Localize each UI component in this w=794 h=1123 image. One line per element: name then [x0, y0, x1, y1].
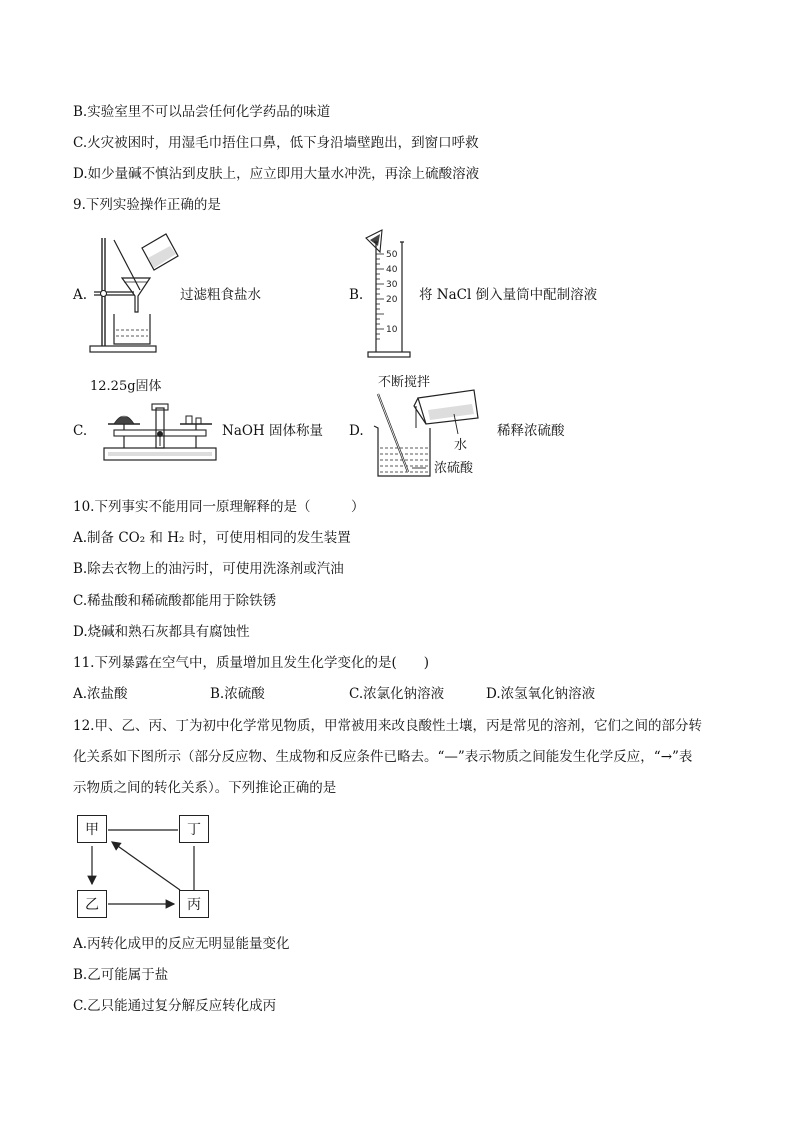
q9-option-a-label: A.: [73, 287, 88, 303]
q12-node-jia: 甲: [77, 815, 107, 843]
q10-stem: 10.下列事实不能用同一原理解释的是（ ）: [73, 499, 365, 515]
q12-stem-line-2: 化关系如下图所示（部分反应物、生成物和反应条件已略去。“—”表示物质之间能发生化学反应，“→”表: [73, 749, 693, 765]
q9-option-c-label: C.: [73, 423, 88, 439]
q12-option-a: A.丙转化成甲的反应无明显能量变化: [73, 936, 290, 952]
cylinder-tick-10: 10: [386, 325, 398, 335]
q9-stem: 9.下列实验操作正确的是: [73, 197, 221, 213]
q8-option-c: C.火灾被困时，用湿毛巾捂住口鼻，低下身沿墙壁跑出，到窗口呼救: [73, 135, 479, 151]
filtration-apparatus-figure: [86, 230, 186, 360]
q8-option-d: D.如少量碱不慎沾到皮肤上，应立即用大量水冲洗，再涂上硫酸溶液: [73, 166, 480, 182]
q8-option-b: B.实验室里不可以品尝任何化学药品的味道: [73, 104, 331, 120]
q10-option-a: A.制备 CO₂ 和 H₂ 时，可使用相同的发生装置: [73, 530, 351, 546]
q12-stem-line-3: 示物质之间的转化关系）。下列推论正确的是: [73, 780, 337, 796]
q11-option-d: D.浓氢氧化钠溶液: [486, 686, 596, 702]
cylinder-tick-40: 40: [386, 265, 398, 275]
q9-option-c-caption: NaOH 固体称量: [222, 423, 323, 439]
q9-option-d-caption: 稀释浓硫酸: [497, 423, 565, 439]
q11-option-a: A.浓盐酸: [73, 686, 128, 702]
q9-option-d-stir-label: 不断搅拌: [378, 375, 431, 390]
q12-node-yi: 乙: [77, 890, 107, 918]
q11-option-b: B.浓硫酸: [210, 686, 265, 702]
q12-option-c: C.乙只能通过复分解反应转化成丙: [73, 998, 277, 1014]
cylinder-tick-30: 30: [386, 280, 398, 290]
q12-option-b: B.乙可能属于盐: [73, 967, 169, 983]
graduated-cylinder-figure: [362, 228, 412, 360]
q11-option-c: C.浓氯化钠溶液: [349, 686, 445, 702]
q9-option-b-label: B.: [349, 287, 364, 303]
q9-option-d-water-label: 水: [454, 438, 468, 453]
cylinder-tick-50: 50: [386, 250, 398, 260]
q9-option-a-caption: 过滤粗食盐水: [180, 287, 261, 303]
dilution-figure: [366, 388, 496, 480]
q12-stem-line-1: 12.甲、乙、丙、丁为初中化学常见物质，甲常被用来改良酸性土壤，丙是常见的溶剂，它们之间的部分转: [73, 718, 702, 734]
q12-node-bing: 丙: [179, 890, 209, 918]
q10-option-b: B.除去衣物上的油污时，可使用洗涤剂或汽油: [73, 561, 344, 577]
balance-figure: [100, 396, 220, 466]
q10-option-d: D.烧碱和熟石灰都具有腐蚀性: [73, 624, 250, 640]
q9-option-d-label: D.: [349, 423, 364, 439]
cylinder-tick-20: 20: [386, 295, 398, 305]
q9-option-b-caption: 将 NaCl 倒入量筒中配制溶液: [419, 287, 598, 303]
q11-stem: 11.下列暴露在空气中，质量增加且发生化学变化的是( ): [73, 655, 430, 671]
q9-option-c-mass-label: 12.25g固体: [90, 379, 162, 394]
q9-option-d-acid-label: 浓硫酸: [434, 461, 474, 476]
q10-option-c: C.稀盐酸和稀硫酸都能用于除铁锈: [73, 593, 277, 609]
q12-node-ding: 丁: [179, 815, 209, 843]
